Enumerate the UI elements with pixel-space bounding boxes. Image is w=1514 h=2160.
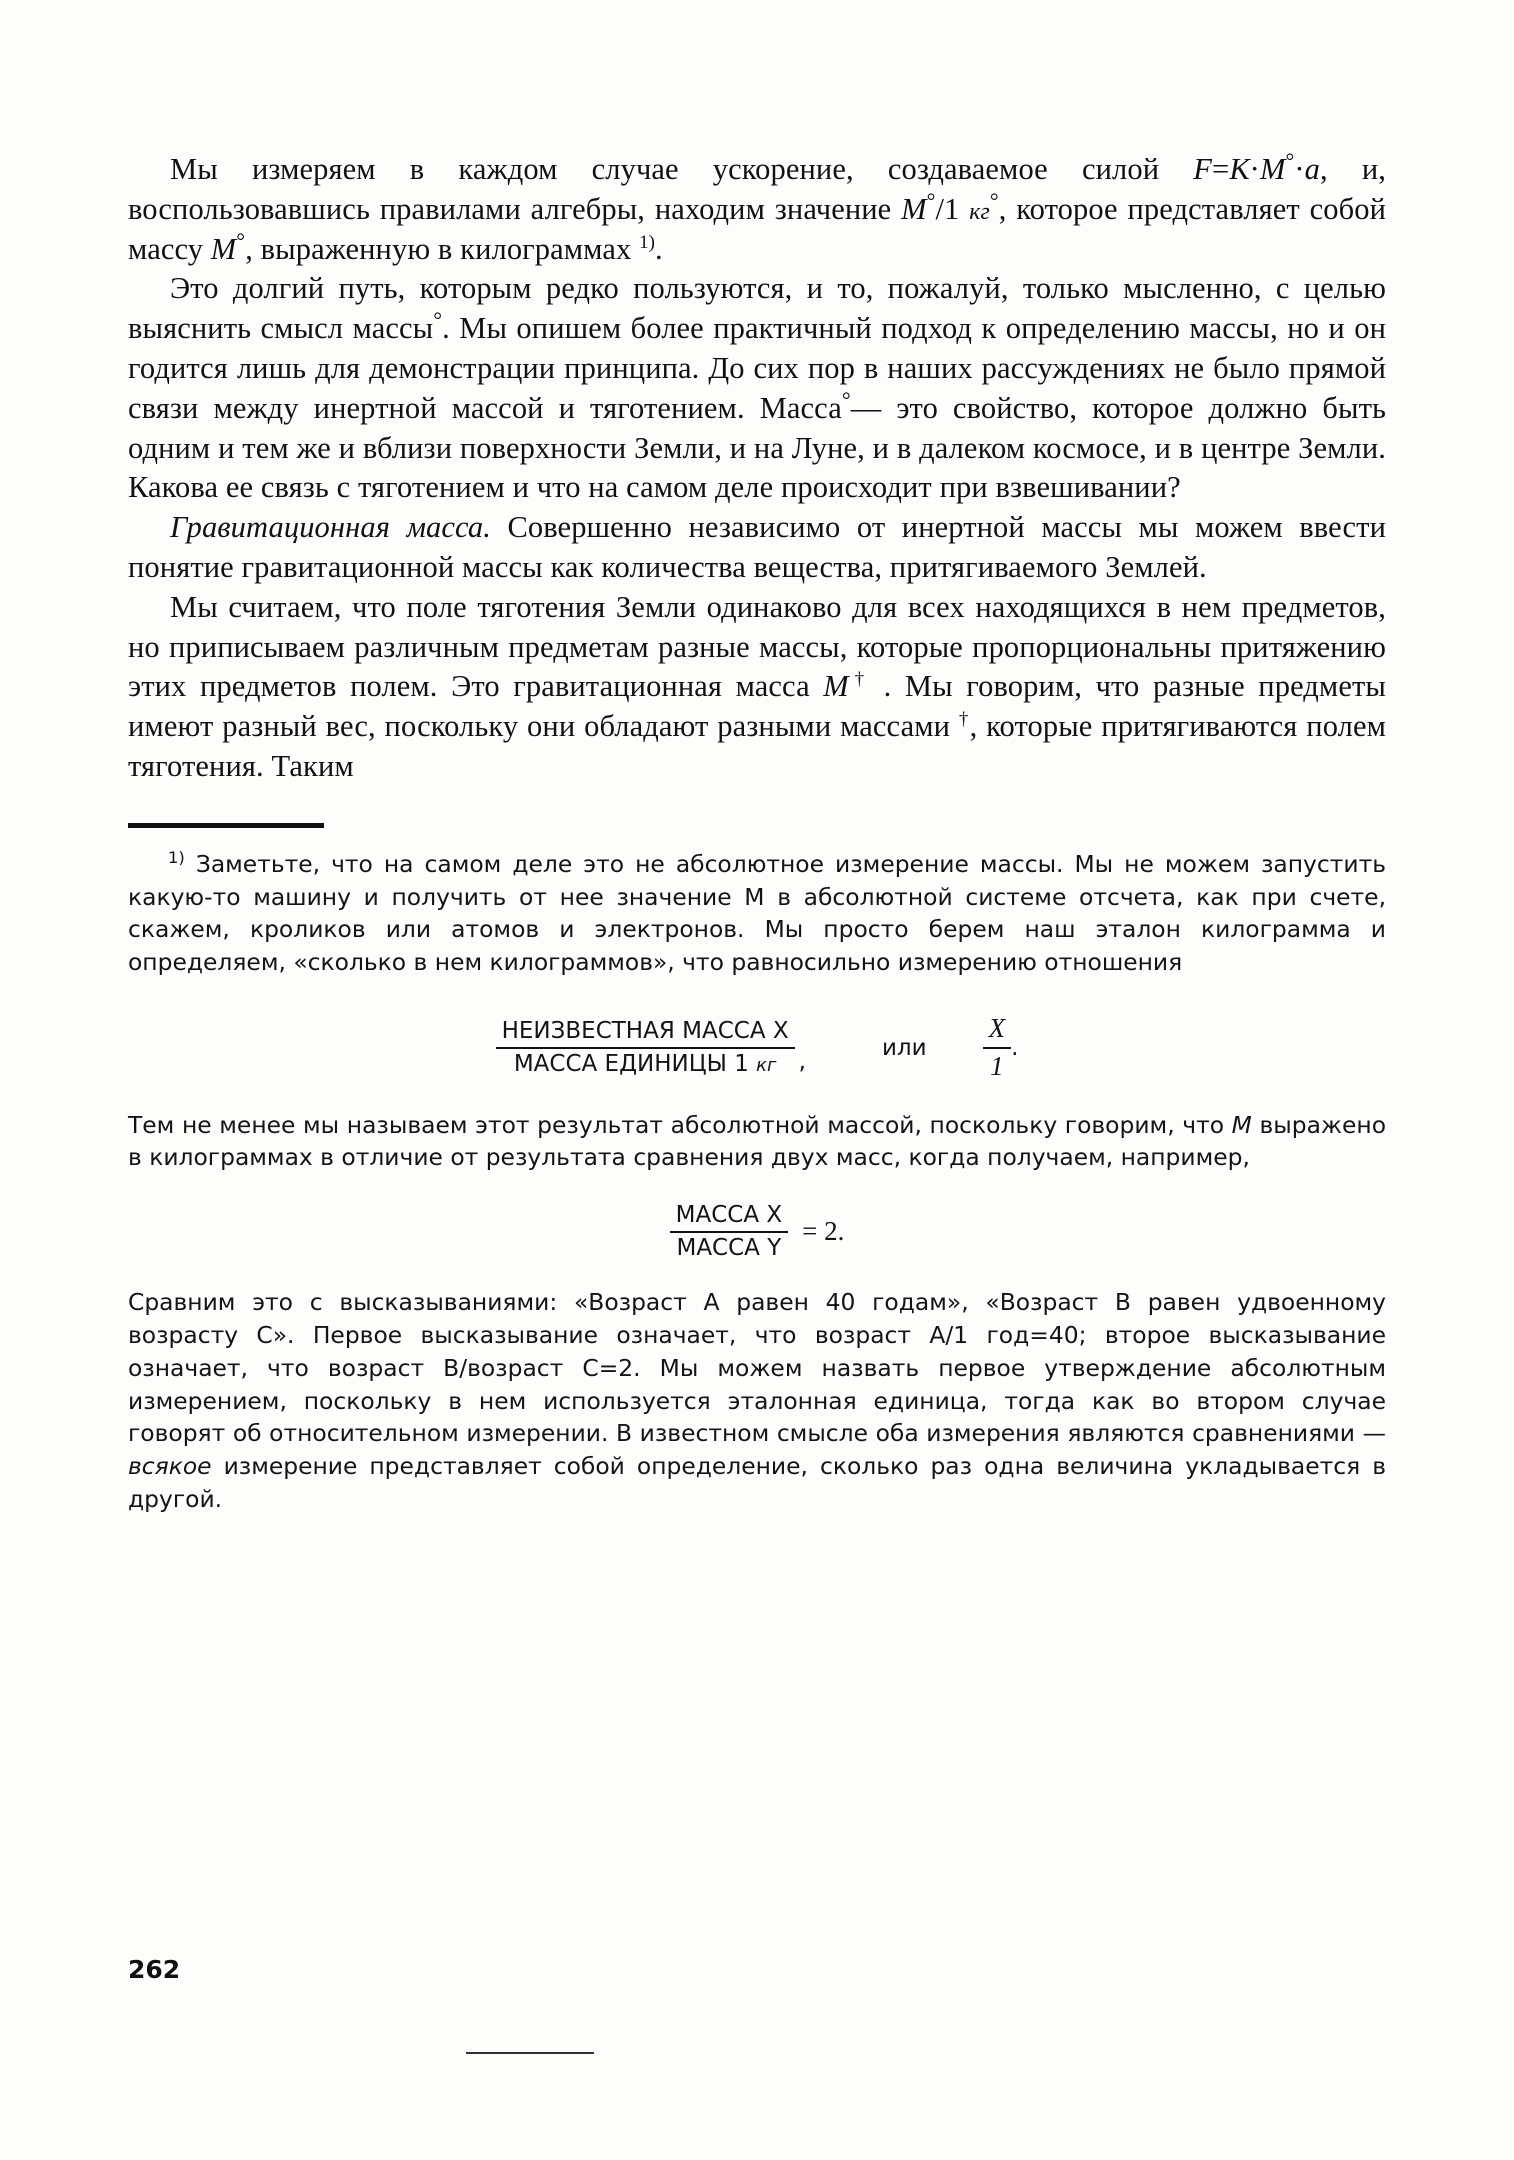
paragraph-1 [128, 147, 1386, 269]
fraction-numerator-mass-x: МАССА X [670, 1202, 789, 1233]
denominator-text: МАССА ЕДИНИЦЫ 1 [513, 1050, 757, 1077]
fraction-mass-x-over-y [670, 1202, 789, 1262]
footnote-text-2b: выражено в килограммах в отличие от результата сравнения двух масс, когда получаем, например, [128, 1110, 1386, 1172]
text-run: F [1193, 152, 1212, 186]
text-run: а [1304, 152, 1320, 186]
text-run: ° [841, 386, 851, 412]
text-run: Это долгий путь, которым редко пользуются, и то, пожалуй, только мысленно, с целью выяснить смысл массы [128, 271, 1386, 346]
text-run: ° [236, 227, 246, 253]
footnote-text-1: Заметьте, что на самом деле это не абсолютное измерение массы. Мы не можем запустить какую-то машину и получить от нее значение М в абсолютной системе отсчета, как при счете, скажем, кроликов или атомов и электронов. Мы просто берем наш эталон килограмма и определяем, «сколько в нем килограммов», что равносильно измерению отношения [128, 849, 1386, 977]
text-run: М [210, 231, 237, 266]
main-body-text [128, 147, 1387, 787]
text-run: М [823, 669, 849, 704]
text-run: /1 [935, 191, 970, 226]
text-run: ° [989, 187, 999, 213]
fraction-unknown-mass [496, 1018, 795, 1078]
fraction-numerator: НЕИЗВЕСТНАЯ МАССА X [496, 1018, 795, 1049]
formula-comma: , [798, 1049, 806, 1076]
fraction-x-over-1 [983, 1013, 1012, 1083]
text-run: Совершенно независимо от инертной массы мы можем ввести понятие гравитационной массы как количества вещества, притягиваемого Землей. [128, 510, 1386, 584]
formula-mass-ratio [128, 1202, 1386, 1262]
text-run: кг [969, 198, 990, 225]
page-number: 262 [128, 1955, 181, 1984]
text-run: М [901, 191, 927, 226]
text-run: Гравитационная масса. [170, 510, 491, 545]
text-run: · [1294, 152, 1305, 186]
bottom-decorative-rule [466, 2052, 594, 2054]
footnote-marker: 1) [168, 847, 185, 867]
text-run: · [1249, 152, 1260, 186]
footnote-separator-rule [128, 823, 324, 828]
formula-unknown-mass [128, 1013, 1386, 1083]
text-run: = [1212, 152, 1230, 186]
text-run: Мы считаем, что поле тяготения Земли одинаково для всех находящихся в нем предметов, но приписываем различным предметам разные массы, которые пропорциональны притяжению этих предметов полем. Это гравитационная масса [128, 589, 1386, 704]
text-run: † [958, 709, 970, 730]
paragraph-4 [128, 588, 1386, 787]
text-run: Сравним это с высказываниями: «Возраст А равен 40 годам», «Возраст В равен удвоенному возрасту С». Первое высказывание означает, что возраст А/1 год=40; второе высказывание означает, что возраст В/возраст С=2. Мы можем назвать первое утверждение абсолютным измерением, поскольку в нем используется эталонная единица, тогда как во втором случае говорят об относительном измерении. В известном смысле оба измерения являются сравнениями — [128, 1288, 1386, 1448]
paragraph-2 [128, 269, 1386, 508]
text-run: , которые притягиваются полем тяготения. Таким [128, 709, 1387, 783]
text-run: † [848, 669, 871, 691]
text-run: ° [926, 187, 936, 213]
formula-period: . [1011, 1034, 1019, 1061]
fraction-denominator-mass-y: МАССА Y [676, 1235, 782, 1262]
denominator-unit: кг [756, 1054, 777, 1076]
fraction-denominator-1: 1 [990, 1050, 1004, 1081]
formula-or-label: или [881, 1034, 927, 1061]
formula-equals-value: = 2. [802, 1216, 845, 1247]
text-run: измерение представляет собой определение, сколько раз одна величина укладывается в другой. [128, 1452, 1386, 1513]
text-run: всякое [128, 1452, 212, 1481]
footnote-block [128, 848, 1386, 1516]
footnote-symbol-m: М [1231, 1110, 1252, 1139]
fraction-denominator [496, 1049, 795, 1078]
text-run: ° [433, 307, 443, 333]
text-run: . Мы говорим, что разные предметы имеют разный вес, поскольку они обладают разными массами [128, 669, 1386, 744]
text-run: ° [1285, 147, 1295, 173]
footnote-paragraph-2 [128, 1109, 1386, 1175]
text-run: Мы измеряем в каждом случае ускорение, создаваемое силой [170, 152, 1194, 186]
footnote-paragraph-1 [128, 848, 1386, 979]
text-run: — это свойство, которое должно быть одним и тем же и вблизи поверхности Земли, и на Луне, и в далеком космосе, и в центре Земли. Какова ее связь с тяготением и что на самом деле происходит при взвешивании? [128, 390, 1387, 505]
text-run: . [655, 231, 663, 266]
text-run: . Мы опишем более практичный подход к определению массы, но и он годится лишь для демонстрации принципа. До сих пор в наших рассуждениях не было прямой связи между инертной массой и тяготением. Масса [128, 311, 1386, 425]
text-run: М [1259, 152, 1286, 186]
paragraph-3 [128, 508, 1386, 588]
text-run: , выраженную в килограммах [245, 231, 640, 266]
footnote-text-2a: Тем не менее мы называем этот результат абсолютной массой, поскольку говорим, что [128, 1110, 1232, 1139]
page-content [128, 147, 1387, 1516]
footnote-paragraph-3 [128, 1286, 1386, 1515]
text-run: К [1229, 152, 1250, 186]
text-run: , и, воспользовавшись правилами алгебры, находим значение [128, 152, 1386, 226]
text-run: 1) [639, 231, 656, 253]
fraction-numerator-x: X [983, 1013, 1012, 1049]
text-run: , которое представляет собой массу [128, 191, 1386, 266]
